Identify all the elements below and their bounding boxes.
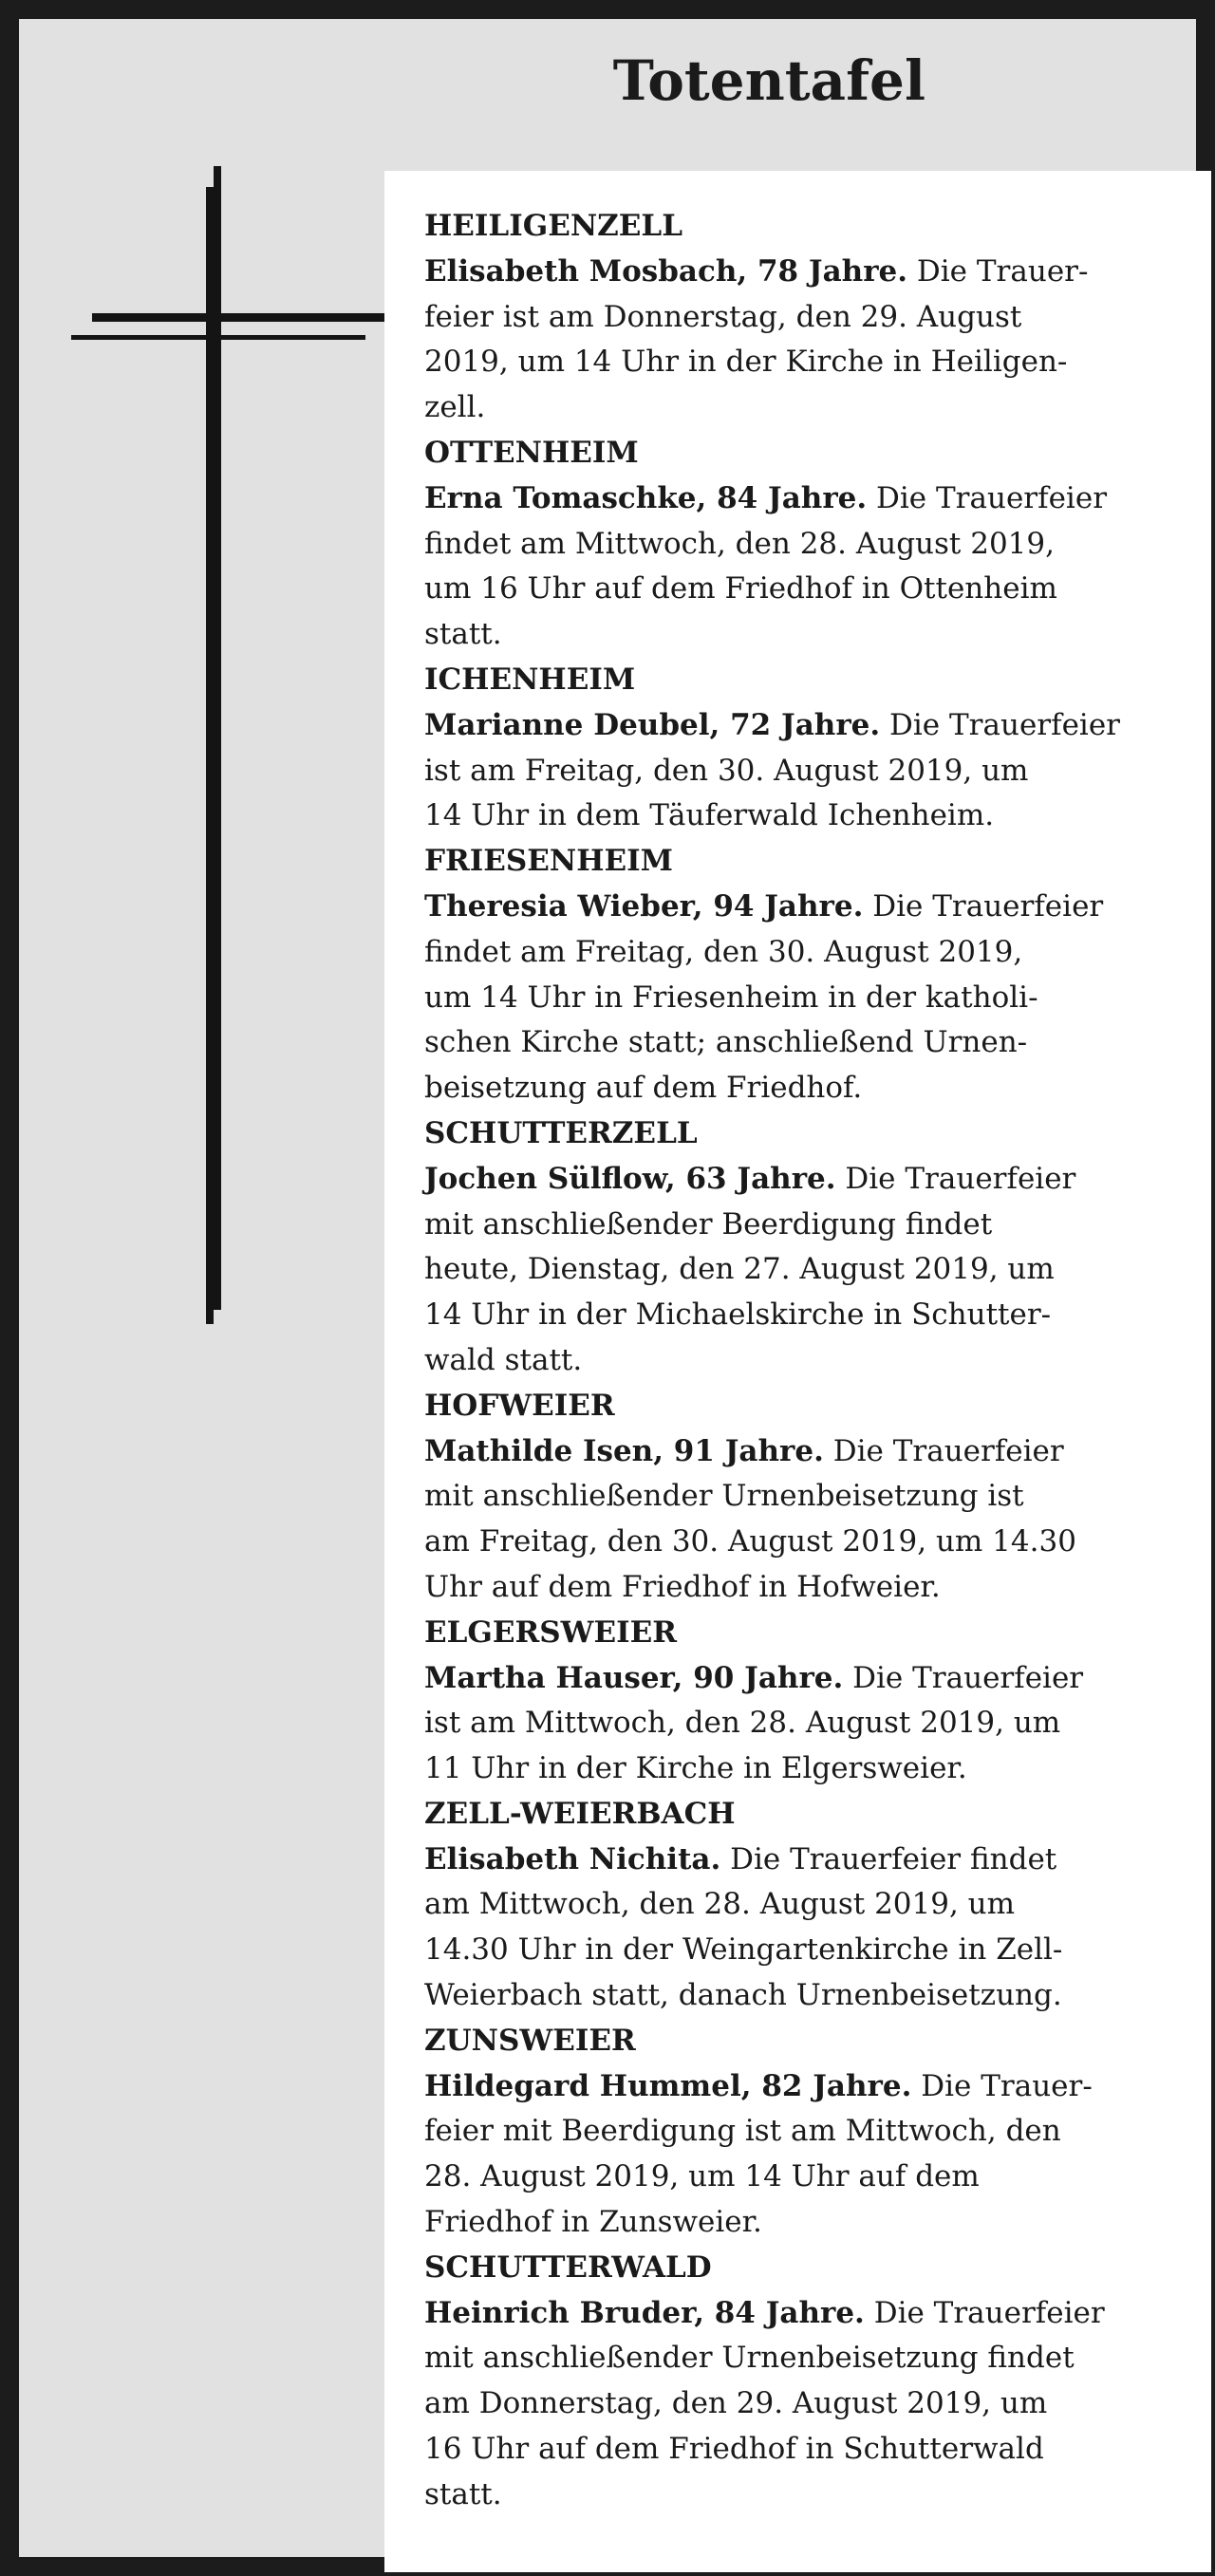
place-heading: SCHUTTERWALD — [424, 2249, 712, 2285]
obituary-entry — [424, 1384, 1184, 1611]
obituary-line: mit anschließender Urnenbeisetzung findet — [424, 2341, 1075, 2376]
place-heading: FRIESENHEIM — [424, 844, 673, 879]
obituary-line: findet am Mittwoch, den 28. August 2019, — [424, 526, 1055, 561]
obituary-line: heute, Dienstag, den 27. August 2019, um — [424, 1252, 1055, 1287]
obituary-text: Die Trauer- — [911, 2068, 1093, 2103]
obituary-line — [424, 2064, 1184, 2110]
deceased-name: Mathilde Isen, 91 Jahre. — [424, 1433, 824, 1468]
deceased-name: Heinrich Bruder, 84 Jahre. — [424, 2295, 865, 2330]
deceased-name: Hildegard Hummel, 82 Jahre. — [424, 2068, 912, 2103]
obituary-line: um 14 Uhr in Friesenheim in der katholi- — [424, 980, 1038, 1015]
place-heading: ZELL-WEIERBACH — [424, 1796, 736, 1831]
obituary-entry — [424, 2246, 1184, 2518]
obituary-line: statt. — [424, 2476, 502, 2511]
obituary-entry — [424, 1111, 1184, 1384]
obituary-line — [424, 885, 1184, 930]
obituary-entry — [424, 658, 1184, 839]
obituary-line — [424, 1838, 1184, 1883]
obituary-text: Die Trauerfeier — [843, 1660, 1084, 1695]
obituary-line: mit anschließender Urnenbeisetzung ist — [424, 1479, 1024, 1514]
obituary-line: am Donnerstag, den 29. August 2019, um — [424, 2386, 1048, 2421]
deceased-name: Theresia Wieber, 94 Jahre. — [424, 888, 864, 924]
obituary-line: am Mittwoch, den 28. August 2019, um — [424, 1887, 1016, 1922]
obituary-line: schen Kirche statt; anschließend Urnen- — [424, 1025, 1028, 1060]
obituary-line — [424, 2291, 1184, 2337]
page-title: Totentafel — [612, 48, 925, 113]
obituary-entry — [424, 204, 1184, 431]
obituary-line — [424, 476, 1184, 522]
obituary-entry — [424, 1611, 1184, 1792]
deceased-name: Elisabeth Mosbach, 78 Jahre. — [424, 253, 908, 289]
obituary-line: ist am Freitag, den 30. August 2019, um — [424, 753, 1029, 788]
obituary-text: Die Trauerfeier — [835, 1161, 1076, 1196]
obituary-line: Friedhof in Zunsweier. — [424, 2205, 762, 2240]
obituary-text: Die Trauerfeier — [880, 707, 1121, 742]
obituary-line: 14 Uhr in dem Täuferwald Ichenheim. — [424, 798, 995, 833]
obituary-line: um 16 Uhr auf dem Friedhof in Ottenheim — [424, 571, 1057, 607]
obituary-line: wald statt. — [424, 1342, 583, 1377]
place-heading: ZUNSWEIER — [424, 2023, 636, 2058]
obituary-entry — [424, 431, 1184, 658]
obituary-line — [424, 1656, 1184, 1702]
place-heading: SCHUTTERZELL — [424, 1115, 698, 1150]
obituary-line: 2019, um 14 Uhr in der Kirche in Heiligen- — [424, 345, 1068, 380]
obituary-text: Die Trauerfeier — [867, 480, 1108, 515]
deceased-name: Elisabeth Nichita. — [424, 1841, 721, 1876]
obituary-entry — [424, 839, 1184, 1111]
place-heading: ICHENHEIM — [424, 662, 636, 697]
obituary-line: 28. August 2019, um 14 Uhr auf dem — [424, 2159, 980, 2194]
obituary-line: Uhr auf dem Friedhof in Hofweier. — [424, 1569, 941, 1604]
place-heading: OTTENHEIM — [424, 435, 639, 470]
obituary-line: 11 Uhr in der Kirche in Elgersweier. — [424, 1751, 967, 1786]
obituary-line: findet am Freitag, den 30. August 2019, — [424, 934, 1023, 969]
obituary-text: Die Trauer- — [907, 253, 1089, 289]
deceased-name: Jochen Sülflow, 63 Jahre. — [424, 1161, 836, 1196]
obituary-line: statt. — [424, 617, 502, 652]
obituary-line: feier mit Beerdigung ist am Mittwoch, den — [424, 2114, 1061, 2149]
obituary-line: 14.30 Uhr in der Weingartenkirche in Zell- — [424, 1932, 1063, 1968]
obituary-line — [424, 1429, 1184, 1475]
obituary-text: Die Trauerfeier — [863, 888, 1104, 924]
obituary-line: Weierbach statt, danach Urnenbeisetzung. — [424, 1978, 1062, 2013]
obituary-text: Die Trauerfeier findet — [720, 1841, 1057, 1876]
obituary-line: feier ist am Donnerstag, den 29. August — [424, 299, 1022, 334]
place-heading: ELGERSWEIER — [424, 1615, 678, 1650]
obituary-text: Die Trauerfeier — [864, 2295, 1105, 2330]
obituary-line: mit anschließender Beerdigung findet — [424, 1206, 993, 1241]
place-heading: HEILIGENZELL — [424, 209, 683, 243]
obituary-line: beisetzung auf dem Friedhof. — [424, 1071, 863, 1106]
obituary-list — [424, 204, 1184, 2518]
obituary-entry — [424, 1792, 1184, 2019]
obituary-line: ist am Mittwoch, den 28. August 2019, um — [424, 1706, 1061, 1741]
obituary-line: 14 Uhr in der Michaelskirche in Schutter- — [424, 1297, 1052, 1333]
deceased-name: Erna Tomaschke, 84 Jahre. — [424, 480, 868, 515]
obituary-line — [424, 1157, 1184, 1203]
obituary-entry — [424, 2019, 1184, 2246]
place-heading: HOFWEIER — [424, 1388, 615, 1423]
obituary-line: zell. — [424, 390, 486, 425]
obituary-text: Die Trauerfeier — [823, 1433, 1064, 1468]
obituary-list-panel — [384, 171, 1211, 2572]
obituary-line — [424, 703, 1184, 749]
obituary-line: am Freitag, den 30. August 2019, um 14.30 — [424, 1524, 1076, 1559]
obituary-line — [424, 250, 1184, 295]
obituary-line: 16 Uhr auf dem Friedhof in Schutterwald — [424, 2432, 1044, 2467]
deceased-name: Marianne Deubel, 72 Jahre. — [424, 707, 881, 742]
deceased-name: Martha Hauser, 90 Jahre. — [424, 1660, 844, 1695]
